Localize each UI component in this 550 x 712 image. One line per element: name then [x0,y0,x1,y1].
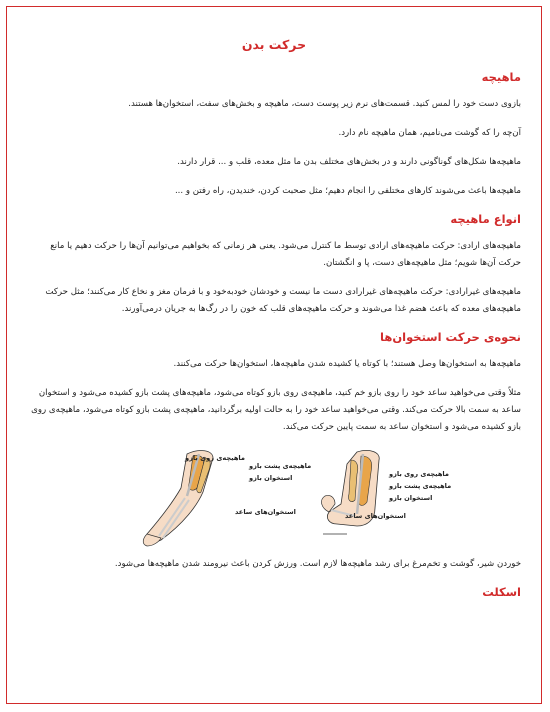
section-heading-muscle-types: انواع ماهیچه [450,212,521,226]
paragraph: آن‌چه را که گوشت می‌نامیم، همان ماهیچه نام دارد. [338,128,521,138]
section-heading-skeleton: اسکلت [482,585,521,599]
worksheet-page [6,6,542,704]
section-heading-bone-movement: نحوه‌ی حرکت استخوان‌ها [380,330,521,344]
figure-label: ماهیچه‌ی روی بازو [389,470,449,478]
figure-label: ماهیچه‌ی پشت بازو [249,462,312,470]
paragraph: ماهیچه‌های غیرارادی: حرکت ماهیچه‌های غیرارادی دست ما نیست و خودشان خودبه‌خود و با فرمان مغز و نخاع کار می‌کنند؛ مثل حرکت ماهیچه‌های معده که باعث هضم غذا می‌شوند و حرکت ماهیچه‌های قلب که خون را در رگ‌ها به جریان درمی‌آورند. [45,287,521,314]
paragraph: ماهیچه‌ها باعث می‌شوند کارهای مختلفی را انجام دهیم؛ مثل صحبت کردن، خندیدن، راه رفتن و ... [174,186,521,196]
paragraph: ماهیچه‌های ارادی: حرکت ماهیچه‌های ارادی توسط ما کنترل می‌شود. یعنی هر زمانی که بخواهیم می‌توانیم آن‌ها را حرکت دهیم یا مانع حرکت آن‌ها شویم؛ مثل ماهیچه‌های دست، پا و انگشتان. [50,241,521,268]
section-heading-muscle: ماهیچه [481,70,521,84]
arm-muscle-illustration [27,448,521,548]
figure-label: ماهیچه‌ی روی بازو [185,454,245,462]
figure-label: استخوان‌های ساعد [235,508,296,516]
paragraph: خوردن شیر، گوشت و تخم‌مرغ برای رشد ماهیچه‌ها لازم است. ورزش کردن باعث نیرومند شدن ماهیچه‌ها می‌شود. [114,559,521,569]
figure-label: استخوان‌های ساعد [345,512,406,520]
paragraph: ماهیچه‌ها شکل‌های گوناگونی دارند و در بخش‌های مختلف بدن ما مثل معده، قلب و ... قرار دارند. [177,157,521,167]
page-title: حرکت بدن [241,37,307,52]
paragraph: بازوی دست خود را لمس کنید. قسمت‌های نرم زیر پوست دست، ماهیچه و بخش‌های سفت، استخوان‌ها هستند. [128,99,521,109]
figure-label: استخوان بازو [249,474,293,482]
figure-label: استخوان بازو [389,494,433,502]
paragraph: مثلاً وقتی می‌خواهید ساعد خود را روی بازو خم کنید، ماهیچه‌ی روی بازو کوتاه می‌شود، ماهیچه‌های پشت بازو کشیده می‌شود و استخوان ساعد به سمت بالا حرکت می‌کند. وقتی می‌خواهید ساعد خود را به حالت اولیه برگردانید، ماهیچه‌ی پشت بازو کوتاه می‌شود، ماهیچه‌ی روی بازو کشیده می‌شود و استخوان ساعد به سمت پایین حرکت می‌کند. [31,388,521,432]
paragraph: ماهیچه‌ها به استخوان‌ها وصل هستند؛ با کوتاه یا کشیده شدن ماهیچه‌ها، استخوان‌ها حرکت می‌کنند. [173,359,521,369]
figure-label: ماهیچه‌ی پشت بازو [389,482,452,490]
